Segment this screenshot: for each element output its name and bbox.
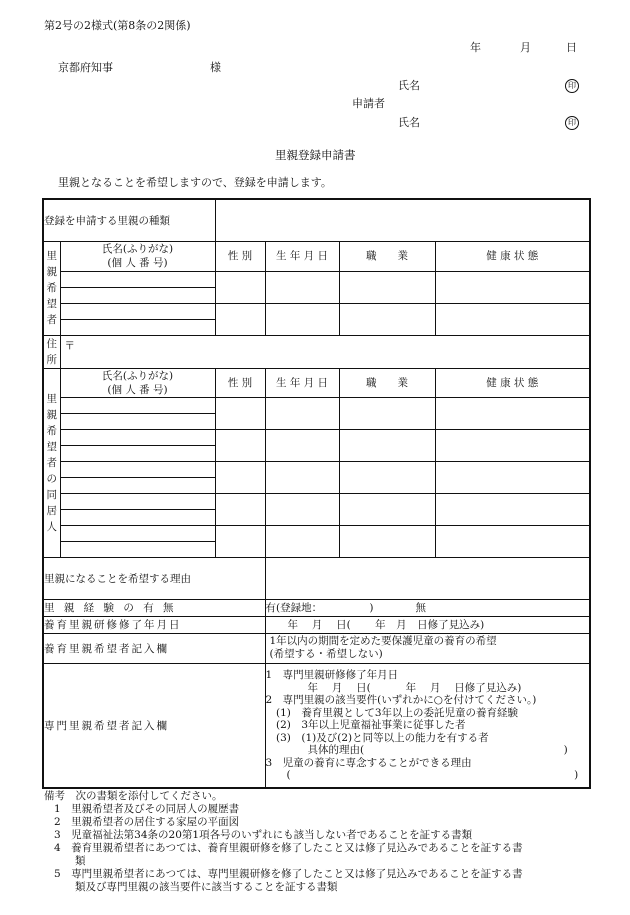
cohabitant-gender[interactable] — [215, 461, 265, 493]
training-value[interactable]: 年 月 日( 年 月 日修了見込み) — [265, 616, 590, 633]
note-item: 類 — [54, 855, 86, 867]
experience-label: 里 親 経 験 の 有 無 — [43, 599, 265, 616]
note-item: 4 養育里親希望者にあつては、養育里親研修を修了したこと又は修了見込みであることを証する書 — [54, 842, 523, 854]
cohabitant-gender[interactable] — [215, 397, 265, 429]
applicant-label: 申請者 — [352, 97, 385, 110]
applicant-gender-1[interactable] — [215, 271, 265, 303]
cohabitant-job[interactable] — [339, 429, 435, 461]
cohabitant-birth[interactable] — [265, 493, 339, 525]
honorific: 様 — [210, 61, 221, 74]
cohabitant-job[interactable] — [339, 461, 435, 493]
applicant-gender-2[interactable] — [215, 303, 265, 335]
applicant-number-1[interactable] — [60, 287, 215, 303]
cohabitant-name[interactable] — [60, 461, 215, 477]
cohabitant-name[interactable] — [60, 525, 215, 541]
name-label-2: 氏名 — [398, 116, 420, 129]
col-job-header: 職 業 — [339, 241, 435, 271]
foster-label: 養育里親希望者記入欄 — [43, 633, 265, 663]
cohabitant-number[interactable] — [60, 477, 215, 493]
cohabitant-vertical-label: 里 親 希 望 者 の 同 居 人 — [43, 368, 60, 557]
date-day: 日 — [566, 41, 577, 54]
reason-label: 里親になることを希望する理由 — [43, 557, 265, 599]
applicant-name-1[interactable] — [60, 271, 215, 287]
col-health-header: 健 康 状 態 — [435, 241, 590, 271]
cohabitant-job[interactable] — [339, 525, 435, 557]
cohabitant-health[interactable] — [435, 397, 590, 429]
name-label: 氏名 — [398, 79, 420, 92]
training-label: 養育里親研修修了年月日 — [43, 616, 265, 633]
address-input[interactable] — [60, 335, 590, 368]
cohabitant-number[interactable] — [60, 413, 215, 429]
cohabitant-health[interactable] — [435, 429, 590, 461]
cohabitant-health[interactable] — [435, 493, 590, 525]
postal-mark: 〒 — [64, 339, 75, 352]
notes-heading: 備考 次の書類を添付してください。 — [44, 790, 223, 802]
address-vertical-label: 住 所 — [43, 335, 60, 368]
seal-icon: 印 — [565, 79, 579, 93]
applicant-name-2[interactable] — [60, 303, 215, 319]
applicant-vertical-label: 里 親 希 望 者 — [43, 241, 60, 335]
applicant-birth-2[interactable] — [265, 303, 339, 335]
col-health-header-2: 健 康 状 態 — [435, 368, 590, 397]
note-item: 1 里親希望者及びその同居人の履歴書 — [54, 803, 240, 815]
seal-icon-2: 印 — [565, 116, 579, 130]
cohabitant-job[interactable] — [339, 397, 435, 429]
cohabitant-gender[interactable] — [215, 429, 265, 461]
applicant-job-1[interactable] — [339, 271, 435, 303]
application-form-table — [42, 198, 591, 789]
col-job-header-2: 職 業 — [339, 368, 435, 397]
date-month: 月 — [520, 41, 531, 54]
cohabitant-birth[interactable] — [265, 461, 339, 493]
col-name-header-2: 氏名(ふりがな) (個 人 番 号) — [60, 368, 215, 397]
applicant-birth-1[interactable] — [265, 271, 339, 303]
note-item: 2 里親希望者の居住する家屋の平面図 — [54, 816, 240, 828]
note-item: 5 専門里親希望者にあつては、専門里親研修を修了したこと又は修了見込みであることを証する書 — [54, 868, 523, 880]
note-item: 3 児童福祉法第34条の20第1項各号のいずれにも該当しない者であることを証する書類 — [54, 829, 473, 841]
cohabitant-birth[interactable] — [265, 397, 339, 429]
col-birth-header: 生 年 月 日 — [265, 241, 339, 271]
cohabitant-name[interactable] — [60, 493, 215, 509]
cohabitant-job[interactable] — [339, 493, 435, 525]
col-gender-header-2: 性 別 — [215, 368, 265, 397]
col-gender-header: 性 別 — [215, 241, 265, 271]
applicant-health-1[interactable] — [435, 271, 590, 303]
cohabitant-birth[interactable] — [265, 429, 339, 461]
form-number: 第2号の2様式(第8条の2関係) — [44, 19, 191, 32]
applicant-health-2[interactable] — [435, 303, 590, 335]
cohabitant-name[interactable] — [60, 397, 215, 413]
col-birth-header-2: 生 年 月 日 — [265, 368, 339, 397]
col-name-header: 氏名(ふりがな) (個 人 番 号) — [60, 241, 215, 271]
specialist-value[interactable]: 1 専門里親研修修了年月日 年 月 日( 年 月 日修了見込み) 2 専門里親の該当要件(いずれかに○を付けてください。) (1) 養育里親として3年以上の委託児童の養育経験 (2) 3年以上児童福祉事業に従事した者 (3) (1)及び(2)と同等以上の能力を有する者 具体的理由( ) 3 児童の養育に専念することができる理由 ( ) — [265, 663, 590, 788]
page-title: 里親登録申請書 — [275, 148, 356, 162]
foster-value[interactable]: 1年以内の期間を定めた要保護児童の養育の希望 (希望する・希望しない) — [265, 633, 590, 663]
date-year: 年 — [470, 41, 481, 54]
cohabitant-health[interactable] — [435, 461, 590, 493]
type-label: 登録を申請する里親の種類 — [43, 199, 215, 241]
intro-text: 里親となることを希望しますので、登録を申請します。 — [58, 176, 332, 189]
specialist-label: 専門里親希望者記入欄 — [43, 663, 265, 788]
cohabitant-gender[interactable] — [215, 525, 265, 557]
note-item: 類及び専門里親の該当要件に該当することを証する書類 — [54, 881, 338, 893]
cohabitant-number[interactable] — [60, 541, 215, 557]
reason-input[interactable] — [265, 557, 590, 599]
addressee: 京都府知事 — [58, 61, 113, 74]
notes-section — [44, 790, 523, 894]
applicant-job-2[interactable] — [339, 303, 435, 335]
cohabitant-health[interactable] — [435, 525, 590, 557]
type-input[interactable] — [215, 199, 590, 241]
cohabitant-number[interactable] — [60, 509, 215, 525]
applicant-number-2[interactable] — [60, 319, 215, 335]
experience-value[interactable]: 有(登録地： ) 無 — [265, 599, 590, 616]
cohabitant-birth[interactable] — [265, 525, 339, 557]
cohabitant-name[interactable] — [60, 429, 215, 445]
cohabitant-number[interactable] — [60, 445, 215, 461]
cohabitant-gender[interactable] — [215, 493, 265, 525]
